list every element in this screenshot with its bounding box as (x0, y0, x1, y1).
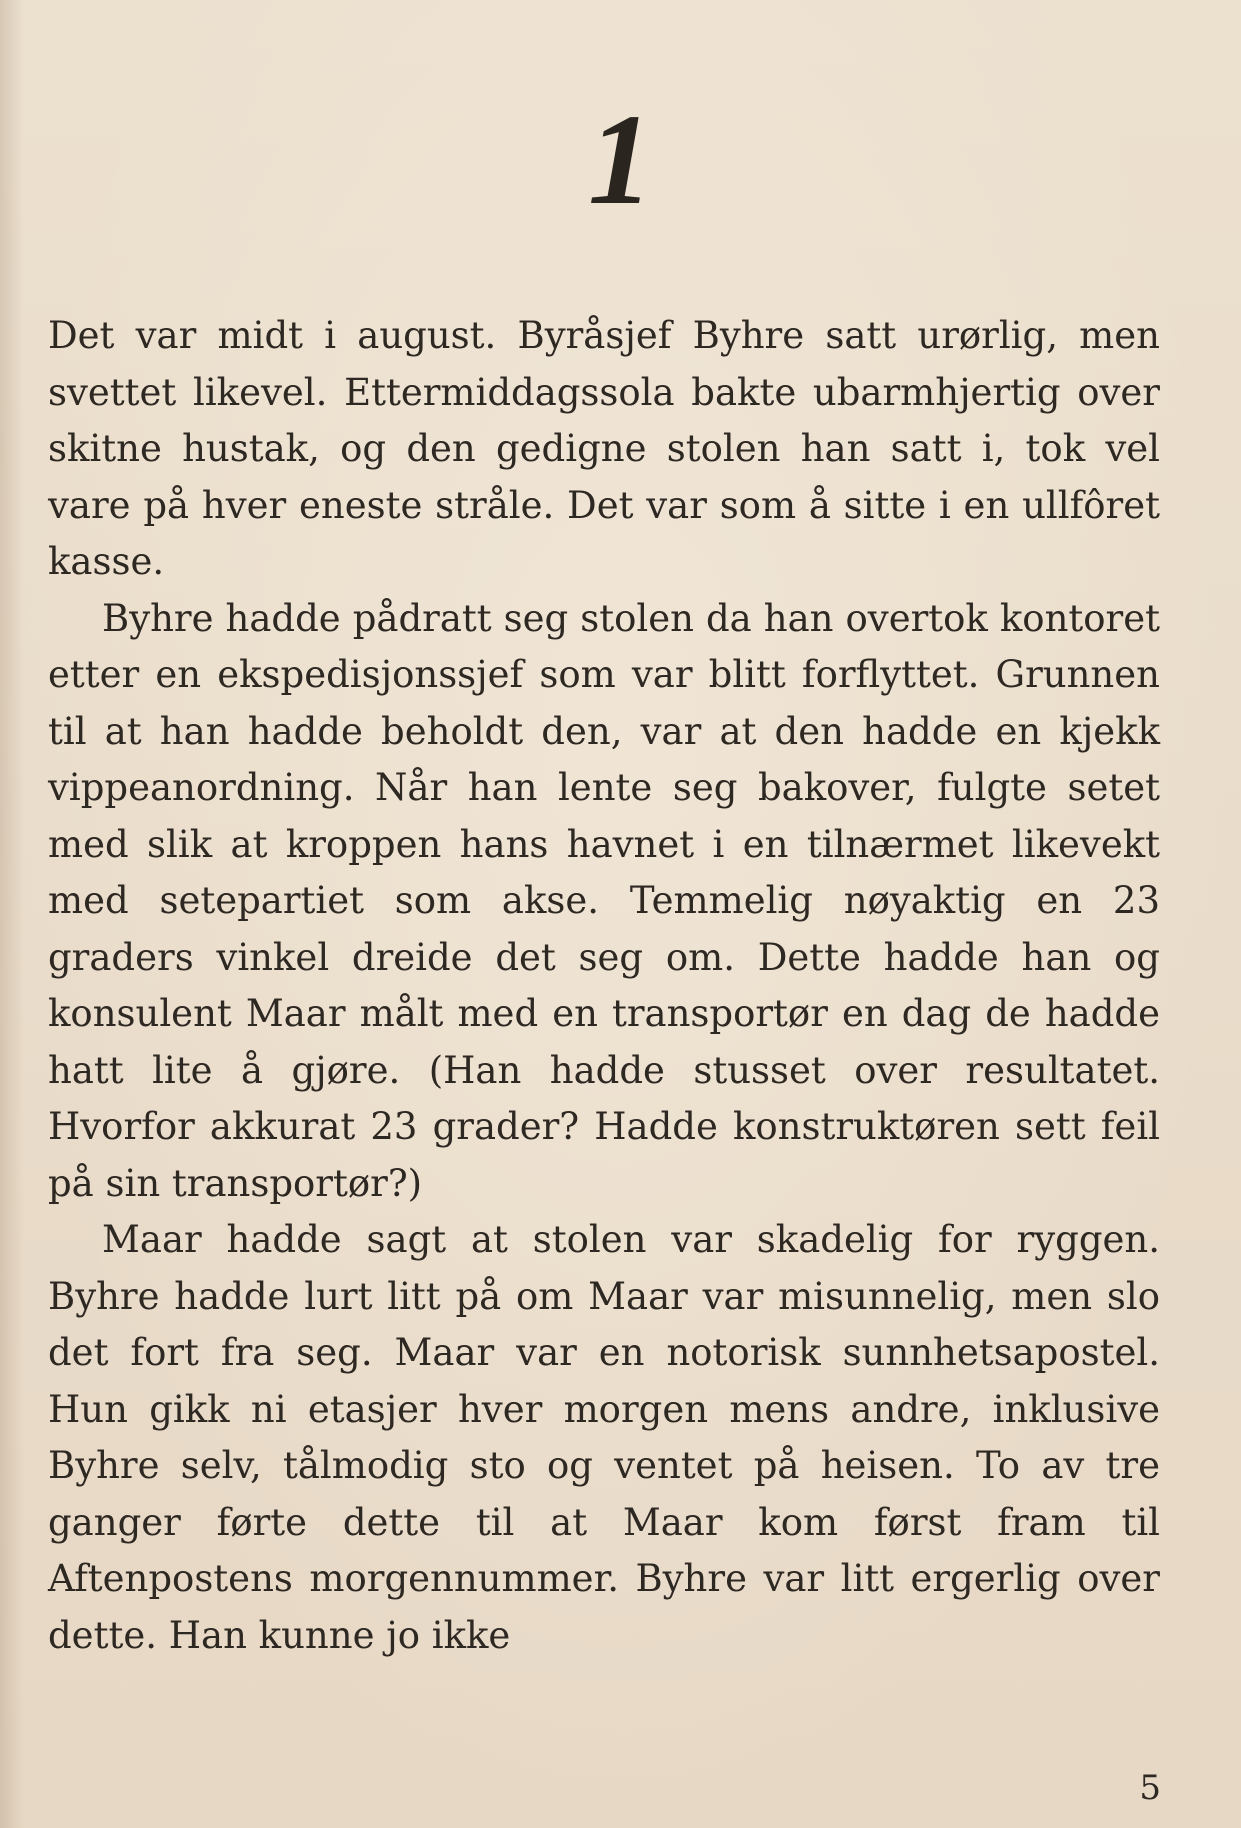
paragraph-3: Maar hadde sagt at stolen var skadelig for ryggen. Byhre hadde lurt litt på om Maar var misunnelig, men slo det fort fra seg. Maar var en notorisk sunnhetsapostel. Hun gikk ni etasjer hver morgen mens andre, inklusive Byhre selv, tålmodig sto og ventet på heisen. To av tre ganger førte dette til at Maar kom først fram til Aftenpostens morgennummer. Byhre var litt ergerlig over dette. Han kunne jo ikke (48, 1218, 1160, 1657)
page-number: 5 (1139, 1768, 1161, 1808)
paragraph-2: Byhre hadde pådratt seg stolen da han overtok kontoret etter en ekspedisjonssjef som var blitt forflyttet. Grunnen til at han hadde beholdt den, var at den hadde en kjekk vippeanordning. Når han lente seg bakover, fulgte setet med slik at kroppen hans havnet i en tilnærmet likevekt med setepartiet som akse. Temmelig nøyaktig en 23 graders vinkel dreide det seg om. Dette hadde han og konsulent Maar målt med en transportør en dag de hadde hatt lite å gjøre. (Han hadde stusset over resultatet. Hvorfor akkurat 23 grader? Hadde konstruktøren sett feil på sin transportør?) (48, 596, 1160, 1205)
chapter-body (48, 308, 1160, 1664)
paragraph-1: Det var midt i august. Byråsjef Byhre satt urørlig, men svettet likevel. Ettermiddagssola bakte ubarmhjertig over skitne hustak, og den gedigne stolen han satt i, tok vel vare på hver eneste stråle. Det var som å sitte i en ullfôret kasse. (48, 314, 1160, 583)
chapter-number: 1 (588, 88, 653, 232)
